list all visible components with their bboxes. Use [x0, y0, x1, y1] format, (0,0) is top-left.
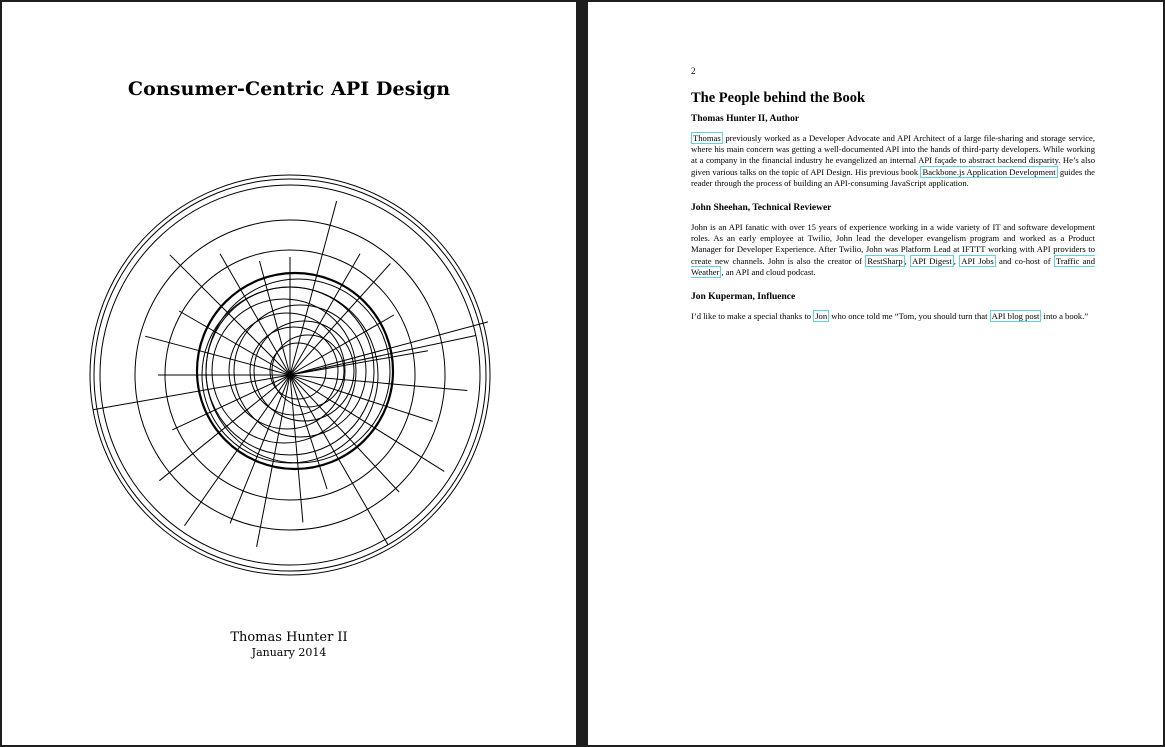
paragraph-text: ,: [953, 255, 960, 266]
cover-date: January 2014: [251, 646, 327, 659]
content-page: [588, 2, 1163, 745]
cover-page: [2, 2, 576, 745]
content-body: [691, 66, 1095, 335]
paragraph-text: , an API and cloud podcast.: [721, 266, 816, 277]
link-jon[interactable]: Jon: [815, 311, 828, 322]
paragraph-text: who once told me “Tom, you should turn that: [829, 311, 990, 322]
link-restsharp[interactable]: RestSharp: [867, 255, 903, 266]
section-heading: Thomas Hunter II, Author: [691, 114, 800, 124]
section-reviewer: [691, 202, 1095, 278]
paragraph-text: into a book.”: [1041, 311, 1089, 322]
link-api-blog-post[interactable]: API blog post: [991, 311, 1040, 322]
section-paragraph: [691, 222, 1095, 278]
paragraph-text: guides the reader through the process of building an API-consuming JavaScript application.: [691, 166, 1096, 188]
chapter-heading: The People behind the Book: [691, 90, 866, 106]
spoke: [290, 336, 476, 376]
paragraph-text: ,: [904, 255, 911, 266]
link-api-digest[interactable]: API Digest: [912, 255, 952, 266]
link-traffic-and-weather[interactable]: Traffic and Weather: [691, 255, 1096, 277]
cover-author: Thomas Hunter II: [230, 630, 348, 645]
ring: [270, 343, 326, 399]
link-thomas[interactable]: Thomas: [693, 133, 721, 143]
spoke: [290, 375, 467, 391]
section-author: [691, 113, 1095, 189]
section-paragraph: [691, 133, 1095, 189]
spoke: [172, 375, 290, 430]
cover-title: Consumer-Centric API Design: [127, 78, 451, 100]
spoke: [290, 322, 488, 375]
ring: [229, 313, 345, 429]
paragraph-text: and co-host of: [995, 255, 1054, 266]
paragraph-text: John is an API fanatic with over 15 years of experience working in a wide variety of IT and software development roles. As an early employee at Twilio, John lead the developer evangelism program and worked as a Product Manager for Developer Experience. After Twilio, John was Platform Lead at IFTTT working with API providers to create new channels. John is also the creator of: [691, 222, 1095, 266]
page-number: 2: [691, 66, 696, 76]
section-influence: [691, 291, 1095, 322]
section-heading: Jon Kuperman, Influence: [691, 292, 796, 303]
link-backbone-book[interactable]: Backbone.js Application Development: [922, 166, 1056, 177]
ring: [197, 273, 393, 469]
spoke: [290, 375, 388, 545]
paragraph-text: previously worked as a Developer Advocate and API Architect of a large file-sharing and storage service, where his main concern was getting a well-documented API into the hands of third-party developers. While working at a company in the financial industry he evangelized an internal API façade to abstract backend disparity. He’s also given various talks on the topic of API Design. His previous book: [691, 133, 1095, 177]
section-paragraph: [691, 311, 1095, 322]
cover-illustration: [88, 173, 492, 577]
link-api-jobs[interactable]: API Jobs: [961, 255, 994, 266]
section-heading: John Sheehan, Technical Reviewer: [691, 203, 832, 214]
spoke: [93, 375, 290, 410]
paragraph-text: I’d like to make a special thanks to: [691, 311, 814, 322]
